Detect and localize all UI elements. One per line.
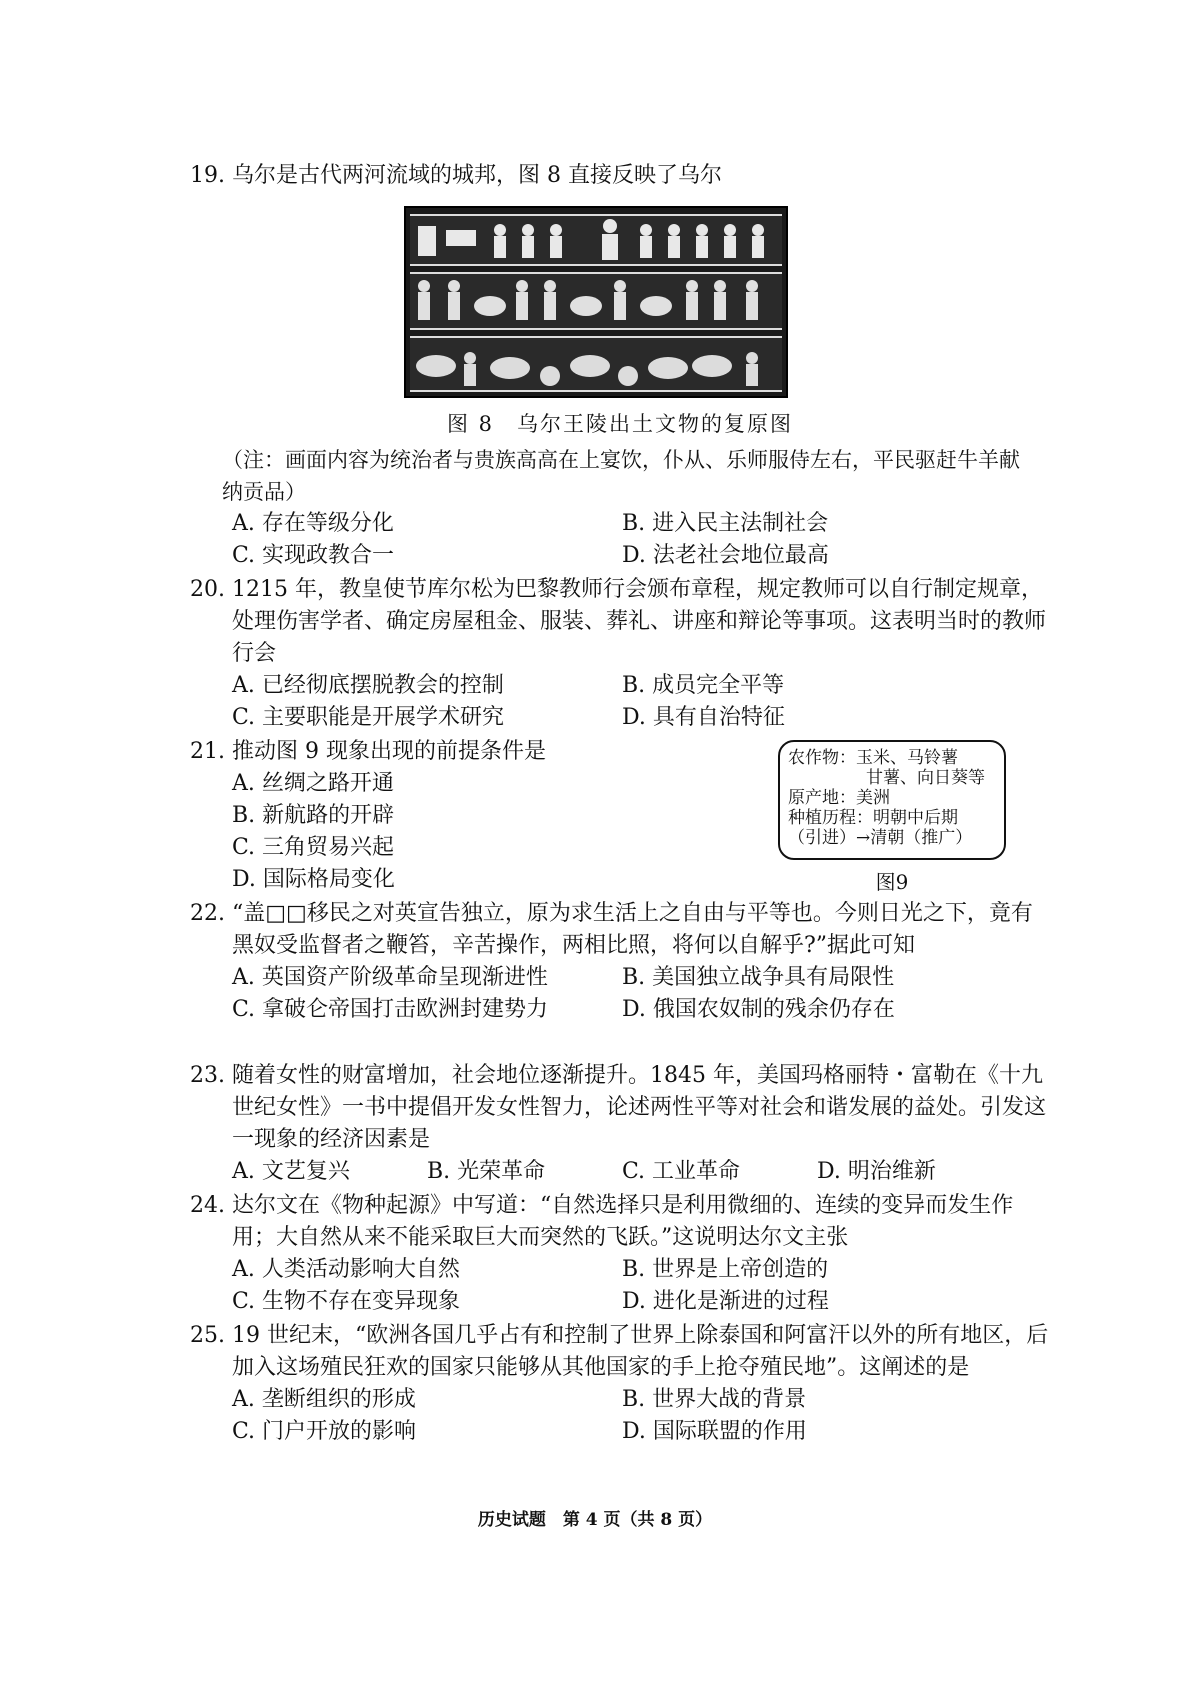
option-d: D. 国际联盟的作用 [622, 1419, 807, 1444]
option-d: D. 明治维新 [817, 1159, 936, 1184]
option-d: D. 国际格局变化 [232, 867, 395, 892]
option-c: C. 生物不存在变异现象 [232, 1289, 461, 1314]
option-a: A. 文艺复兴 [232, 1159, 350, 1184]
page-footer: 历史试题 第 4 页（共 8 页） [477, 1510, 713, 1530]
option-b: B. 光荣革命 [427, 1159, 546, 1184]
option-d: D. 法老社会地位最高 [622, 543, 829, 568]
option-b: B. 新航路的开辟 [232, 803, 395, 828]
question-24 [190, 1190, 1050, 1318]
option-b: B. 世界是上帝创造的 [622, 1257, 829, 1282]
figure-8-note: （注：画面内容为统治者与贵族高高在上宴饮，仆从、乐师服侍左右，平民驱赶牛羊献纳贡品） [222, 448, 1020, 504]
banquet-scene-image [410, 216, 782, 264]
option-a: A. 存在等级分化 [232, 511, 394, 536]
figure-9-line-1: 农作物：玉米、马铃薯 [788, 748, 958, 768]
question-23 [190, 1060, 1050, 1188]
option-b: B. 美国独立战争具有局限性 [622, 965, 895, 990]
figure-9-line-3: 原产地：美洲 [788, 788, 890, 808]
option-a: A. 英国资产阶级革命呈现渐进性 [232, 965, 548, 990]
question-19 [190, 160, 1050, 192]
figure-9-caption: 图9 [875, 870, 909, 894]
question-stem: “盖□□移民之对英宣告独立，原为求生活上之自由与平等也。今则日光之下，竟有黑奴受监督者之鞭笞，辛苦操作，两相比照，将何以自解乎?”据此可知 [232, 901, 1033, 958]
option-d: D. 具有自治特征 [622, 705, 785, 730]
procession-scene-image [410, 274, 782, 328]
question-number: 25. [190, 1323, 225, 1348]
option-c: C. 工业革命 [622, 1159, 741, 1184]
question-number: 20. [190, 577, 225, 602]
option-c: C. 主要职能是开展学术研究 [232, 705, 505, 730]
figure-band-middle [410, 272, 782, 330]
figure-8-caption: 图 8 乌尔王陵出土文物的复原图 [446, 412, 794, 436]
question-stem: 1215 年，教皇使节库尔松为巴黎教师行会颁布章程，规定教师可以自行制定规章，处理伤害学者、确定房屋租金、服装、葬礼、讲座和辩论等事项。这表明当时的教师行会 [232, 577, 1047, 666]
question-stem: 达尔文在《物种起源》中写道：“自然选择只是利用微细的、连续的变异而发生作用；大自然从来不能采取巨大而突然的飞跃。”这说明达尔文主张 [232, 1193, 1014, 1250]
figure-9-line-5: （引进）→清朝（推广） [788, 828, 973, 848]
figure-9-line-2: 甘薯、向日葵等 [866, 768, 985, 788]
question-number: 22. [190, 901, 225, 926]
question-stem: 乌尔是古代两河流域的城邦，图 8 直接反映了乌尔 [232, 163, 722, 188]
question-stem: 19 世纪末，“欧洲各国几乎占有和控制了世界上除泰国和阿富汗以外的所有地区，后加入这场殖民狂欢的国家只能够从其他国家的手上抢夺殖民地”。这阐述的是 [232, 1323, 1049, 1380]
question-stem: 推动图 9 现象出现的前提条件是 [232, 739, 546, 764]
option-c: C. 门户开放的影响 [232, 1419, 417, 1444]
question-number: 23. [190, 1063, 225, 1088]
option-a: A. 垄断组织的形成 [232, 1387, 416, 1412]
question-25 [190, 1320, 1050, 1448]
figure-band-top [410, 214, 782, 266]
option-b: B. 世界大战的背景 [622, 1387, 807, 1412]
question-20 [190, 574, 1050, 734]
question-22 [190, 898, 1050, 1026]
option-c: C. 三角贸易兴起 [232, 835, 395, 860]
question-19-options [190, 508, 1050, 572]
option-a: A. 人类活动影响大自然 [232, 1257, 460, 1282]
option-b: B. 进入民主法制社会 [622, 511, 829, 536]
option-c: C. 拿破仑帝国打击欧洲封建势力 [232, 997, 549, 1022]
question-number: 21. [190, 739, 225, 764]
figure-9-box [778, 740, 1006, 860]
option-d: D. 进化是渐进的过程 [622, 1289, 829, 1314]
option-c: C. 实现政教合一 [232, 543, 395, 568]
option-a: A. 丝绸之路开通 [232, 771, 394, 796]
option-a: A. 已经彻底摆脱教会的控制 [232, 673, 504, 698]
option-b: B. 成员完全平等 [622, 673, 785, 698]
option-d: D. 俄国农奴制的残余仍存在 [622, 997, 895, 1022]
figure-9-line-4: 种植历程：明朝中后期 [788, 808, 958, 828]
ur-standard-figure [404, 206, 788, 398]
question-stem: 随着女性的财富增加，社会地位逐渐提升。1845 年，美国玛格丽特・富勒在《十九世纪女性》一书中提倡开发女性智力，论述两性平等对社会和谐发展的益处。引发这一现象的经济因素是 [232, 1063, 1047, 1152]
question-number: 19. [190, 163, 225, 188]
figure-band-bottom [410, 336, 782, 392]
question-number: 24. [190, 1193, 225, 1218]
animals-scene-image [410, 338, 782, 390]
